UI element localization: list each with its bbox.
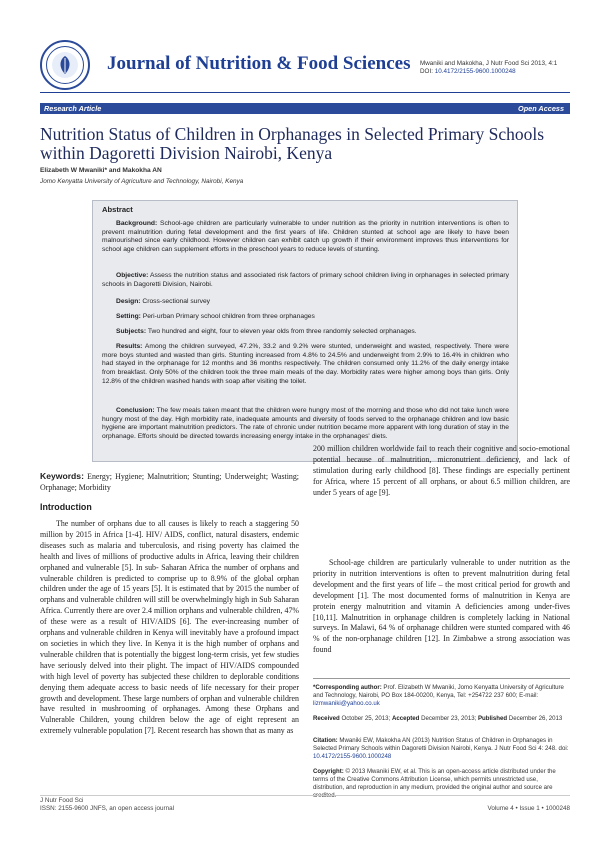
journal-logo	[40, 40, 90, 90]
footer-left	[40, 797, 174, 814]
abstract-background: Background: School-age children are particularly vulnerable to under nutrition as the priority in nutrition interventions is often to prevent malnutrition during fetal development and the first years of life. Children stunted at school age are likely to have been malnourished since early childhood. However children can exhibit catch up growth if their environment improves thus interventions for school age children can supplement efforts in the preschool years to reduce levels of stunting.	[102, 220, 509, 254]
leaf-icon	[57, 55, 73, 75]
citation-doi-link[interactable]: 10.4172/2155-9600.1000248	[313, 752, 392, 760]
article-title: Nutrition Status of Children in Orphanages in Selected Primary Schools within Dagoretti Division Nairobi, Kenya	[40, 124, 545, 163]
corresponding-author-note: *Corresponding author: Prof. Elizabeth W Mwaniki, Jomo Kenyatta University of Agriculture and Technology, Nairobi, PO Box 184-00200, Kenya, Tel: +254722 237 600; E-mail: lizmwaniki@yahoo.co.uk	[313, 684, 564, 707]
footer-journal: J Nutr Food Sci	[40, 797, 84, 804]
doi-link[interactable]: 10.4172/2155-9600.1000248	[434, 68, 516, 75]
abstract-heading: Abstract	[102, 205, 133, 214]
copyright-note: Copyright: © 2013 Mwaniki EW, et al. This is an open-access article distributed under the terms of the Creative Commons Attribution License, which permits unrestricted use, distribution, and reproduction in any medium, provided the original author and source are	[313, 768, 556, 791]
citation-note: Citation: Mwaniki EW, Makokha AN (2013) Nutrition Status of Children in Orphanages in Selected Primary Schools within Dagoretti Division Nairobi, Kenya. J Nutr Food Sci 4: 248. doi: 10.4172/2155-9600.1000248	[313, 737, 569, 760]
intro-heading: Introduction	[40, 502, 92, 512]
footer-issn: ISSN: 2155-9600 JNFS, an open access journal	[40, 805, 175, 813]
article-type-band	[40, 103, 570, 114]
open-access-label: Open Access	[518, 104, 564, 113]
abstract-design: Design: Cross-sectional survey	[116, 298, 211, 305]
intro-paragraph-3: School-age children are particularly vulnerable to under nutrition as the priority in nutrition interventions is often to prevent malnutrition during fetal development and the first years of life – the most critical period for growth and development [1]. The most documented forms of malnutrition in Kenya are protein energy malnutrition and vitamin A deficiencies among under-fives [10,11]. Malnutrition in orphanage children is completely lacking in National surveys. In Malawi, 64 % of orphanage children were stunted compared with 46 % of the non-orphanage children [12]. In Zimbabwe a strong association was found	[313, 558, 570, 655]
author-email-link[interactable]: lizmwaniki@yahoo.co.uk	[313, 699, 380, 707]
intro-paragraph-2: 200 million children worldwide fail to reach their cognitive and socio-emotional potential because of malnutrition, micronutrient deficiency, and lack of stimulation during early childhood [8]. These findings are especially pertinent for Africa, where 15 percent of all orphans, or about 6.5 million children, are under 5 years of age [9].	[313, 444, 570, 497]
footer-volume: Volume 4 • Issue 1 • 1000248	[487, 805, 570, 812]
abstract-setting: Setting: Peri-urban Primary school children from three orphanages	[116, 313, 315, 320]
intro-paragraph-1: The number of orphans due to all causes is likely to reach a staggering 50 million by 2015 in Africa [1-4]. HIV/ AIDS, conflict, natural disasters, endemic diseases such as malaria and tuberculosis, and rising poverty has claimed the health and lives of millions of productive adults in Africa, leaving their children orphaned and vulnerable [5]. In sub- Saharan Africa the number of orphans and vulnerable children is predicted to comprise up to 8.9% of the global orphan children under the age of 15 years [5]. It is estimated that by 2015 the number of orphans and vulnerable children will still be overwhelmingly high in Sub Saharan Africa. Currently there are over 2.4 million orphans and vulnerable children, 47% of these were as a result of HIV/AIDS [6]. The ever-increasing number of orphans and vulnerable children in Kenya will inevitably have a profound impact on societies in which they live. In Kenya it is the high number of orphans and vulnerable children that is potentially the biggest long-term crisis, yet few studies have seriously delved into their plight. The impact of HIV/AIDS compounded with high level of poverty has subjected these children to deplorable conditions denying them adequate access to basic needs of life necessary for their proper growth and development. These large numbers of orphan and vulnerable children have resulted in mushrooming of orphanages. Among these Orphans and Vulnerable Children, young children below the age of eight represent an extremely vulnerable population [7]. Recent research has shown that as many as	[40, 519, 299, 736]
cite-line: Mwaniki and Makokha, J Nutr Food Sci 2013, 4:1	[420, 60, 558, 67]
affiliation: Jomo Kenyatta University of Agriculture and Technology, Nairobi, Kenya	[40, 178, 244, 185]
header-divider	[40, 92, 570, 93]
notes-divider	[313, 678, 570, 679]
abstract-conclusion: Conclusion: The few meals taken meant that the children were hungry most of the morning and those who did not take lunch were hungry most of the day. High morbidity rate, inadequate amounts and diversity of foods served to the orphanage children and low basic hygiene are important malnutrition predictors. The rate of chronic under nutrition became more apparent with long duration of stay in the orphanage. Efforts should be directed towards increasing energy intake in the orphanages' diets.	[102, 407, 509, 441]
authors: Elizabeth W Mwaniki* and Makokha AN	[40, 167, 162, 174]
keywords: Keywords: Energy; Hygiene; Malnutrition; Stunting; Underweight; Wasting; Orphanage; Morbidity	[40, 471, 299, 492]
citation-header	[420, 60, 570, 76]
abstract-objective: Objective: Assess the nutrition status and associated risk factors of primary school children living in orphanages in selected primary schools in Dagoretti Division, Nairobi.	[102, 272, 509, 288]
footer-divider	[40, 795, 570, 796]
doi-label: DOI:	[420, 68, 435, 75]
abstract-box	[92, 200, 518, 462]
journal-title: Journal of Nutrition & Food Sciences	[107, 53, 411, 74]
abstract-results: Results: Among the children surveyed, 47.2%, 33.2 and 9.2% were stunted, underweight and wasted, respectively. There were more boys stunted and wasted than girls. Stunting increased from 4.8% to 24.5% and underweight from 2.9% to 16.4% in children who had stayed in the orphanage for 12 months and 36 months respectively. The children consumed only 11.2% of the daily energy intake from breakfast. Only 50% of the children took the three main meals of the day. Morbidity rates were higher among boys than girls. Only 12.8% of the children washed hands with soap after visiting the toilet.	[102, 343, 509, 385]
article-type: Research Article	[44, 104, 102, 113]
dates-note: Received October 25, 2013; Accepted December 23, 2013; Published December 26, 2013	[313, 715, 563, 722]
abstract-subjects: Subjects: Two hundred and eight, four to eleven year olds from three randomly selected orphanages.	[116, 328, 417, 335]
